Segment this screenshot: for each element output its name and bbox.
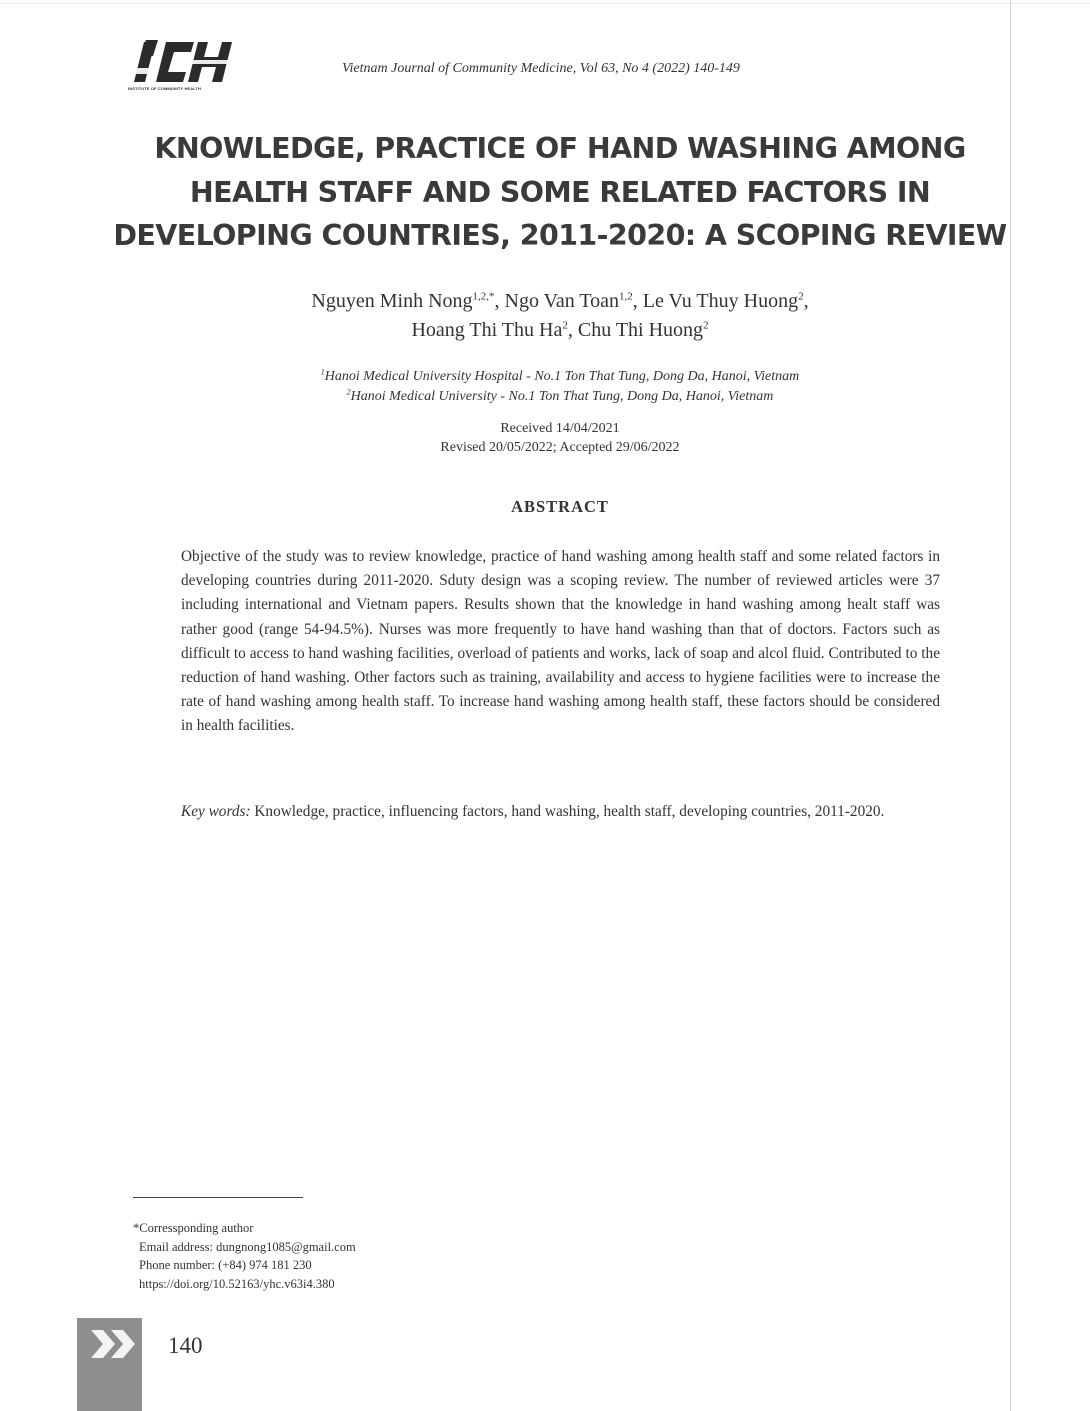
- author-affiliation-mark: 2: [798, 290, 804, 303]
- page-number: 140: [168, 1333, 203, 1358]
- right-edge-line: [1010, 0, 1011, 1411]
- article-title: [110, 127, 1010, 258]
- author-name: Ngo Van Toan: [504, 290, 620, 312]
- keywords-text: Knowledge, practice, influencing factors, hand washing, health staff, developing countries, 2011-2020.: [254, 803, 885, 820]
- doi-link[interactable]: https://doi.org/10.52163/yhc.v63i4.380: [139, 1276, 335, 1291]
- author-name: Nguyen Minh Nong: [311, 290, 473, 312]
- ich-logo: [128, 38, 234, 96]
- affiliation-1: [160, 367, 960, 387]
- keywords: [181, 800, 940, 824]
- corresponding-author-label: *Corressponding author: [133, 1221, 254, 1235]
- affiliation-mark: 2: [346, 387, 351, 397]
- author-line-2: [160, 316, 960, 345]
- author-name: Chu Thi Huong: [577, 319, 704, 341]
- received-date: Received 14/04/2021: [500, 421, 620, 436]
- page-tab: [77, 1318, 142, 1411]
- title-line-1: KNOWLEDGE, PRACTICE OF HAND WASHING AMONG: [154, 132, 966, 165]
- author-line-1: [160, 287, 960, 316]
- author-name: Le Vu Thuy Huong: [642, 290, 799, 312]
- affiliations: [160, 367, 960, 407]
- author-affiliation-mark: 2: [562, 319, 568, 332]
- affiliation-2: [160, 387, 960, 407]
- double-chevron-icon: [77, 1318, 142, 1411]
- author-name: Hoang Thi Thu Ha: [411, 319, 563, 341]
- affiliation-text: Hanoi Medical University Hospital - No.1 Ton That Tung, Dong Da, Hanoi, Vietnam: [324, 369, 800, 384]
- abstract-text: Objective of the study was to review knowledge, practice of hand washing among health staff and some related factors in developing countries during 2011-2020. Sduty design was a scoping review. The number of reviewed articles were 37 including international and Vietnam papers. Results shown that the knowledge in hand washing among healt staff was rather good (range 54-94.5%). Nurses was more frequently to have hand washing than that of doctors. Factors such as difficult to access to hand washing facilities, overload of patients and works, lack of soap and alcol fluid. Contributed to the reduction of hand washing. Other factors such as training, availability and access to hygiene facilities were to increase the rate of hand washing among health staff. To increase hand washing among health staff, these factors should be considered in health facilities.: [181, 548, 940, 735]
- phone-number: Phone number: (+84) 974 181 230: [139, 1258, 312, 1273]
- footnote: [133, 1219, 633, 1293]
- author-affiliation-mark: 1,2,*: [472, 290, 495, 303]
- affiliation-text: Hanoi Medical University - No.1 Ton That Tung, Dong Da, Hanoi, Vietnam: [350, 389, 774, 404]
- abstract-heading: ABSTRACT: [511, 497, 609, 516]
- author-list: [160, 287, 960, 345]
- keywords-label: Key words:: [181, 803, 251, 820]
- title-line-3: DEVELOPING COUNTRIES, 2011-2020: A SCOPING REVIEW: [113, 219, 1007, 252]
- revised-accepted-date: Revised 20/05/2022; Accepted 29/06/2022: [440, 440, 680, 455]
- logo-caption: INSTITUTE OF COMMUNITY HEALTH: [128, 86, 201, 91]
- email-address: Email address: dungnong1085@gmail.com: [139, 1239, 356, 1254]
- article-dates: [160, 419, 960, 457]
- author-separator: ,: [803, 290, 809, 312]
- affiliation-mark: 1: [320, 367, 325, 377]
- author-affiliation-mark: 2: [703, 319, 709, 332]
- author-separator: ,: [494, 290, 505, 312]
- ich-logo-icon: [128, 38, 234, 84]
- journal-citation: Vietnam Journal of Community Medicine, Vol 63, No 4 (2022) 140-149: [342, 61, 740, 76]
- title-line-2: HEALTH STAFF AND SOME RELATED FACTORS IN: [189, 175, 931, 209]
- author-separator: ,: [632, 290, 643, 312]
- footnote-divider: [133, 1197, 303, 1198]
- author-affiliation-mark: 1,2: [619, 290, 633, 303]
- top-edge-line: [0, 3, 1090, 4]
- author-separator: ,: [567, 319, 578, 341]
